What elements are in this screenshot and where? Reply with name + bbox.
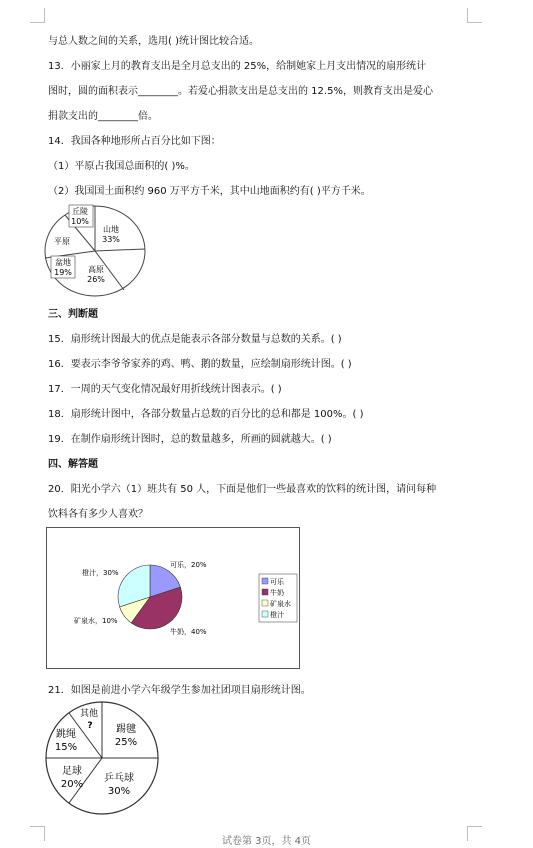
pie14-label-mountain-pct: 33% [102,235,120,244]
question-19: 19．在制作扇形统计图时，总的数量越多，所画的圆就越大。( ) [48,434,332,445]
question-16: 16．要表示李爷爷家养的鸡、鸭、鹅的数量，应绘制扇形统计图。( ) [48,359,352,370]
question-13-line-3: 捐款支出的________倍。 [48,111,158,122]
legend-orange: 橙汁 [270,611,284,619]
pie21-label-other-pct: ? [87,721,93,731]
section-3-heading: 三、判断题 [48,309,98,320]
question-17: 17．一周的天气变化情况最好用折线统计图表示。( ) [48,384,282,395]
question-14-part-2: （2）我国国土面积约 960 万平方千米，其中山地面积约有( )平方千米。 [48,186,371,197]
pie14-label-plateau-pct: 26% [87,275,105,284]
pie21-label-football-pct: 20% [60,779,84,790]
pie21-label-shuttlecock-pct: 25% [114,737,138,748]
legend-water: 矿泉水 [270,600,291,608]
question-14-part-1: （1）平原占我国总面积的( )%。 [48,161,195,172]
pie14-label-hills-pct: 10% [71,217,89,226]
crop-mark-top-left [30,8,45,23]
clubs-pie-chart [42,700,164,816]
pie14-label-basin-name: 盆地 [55,258,71,267]
pie21-label-rope-pct: 15% [54,742,78,753]
page-footer: 试卷第 3页，共 4页 [221,836,312,847]
pie14-label-plateau-name: 高原 [88,265,104,274]
crop-mark-top-right [467,8,482,23]
pie14-label-basin-pct: 19% [54,268,72,277]
question-18: 18．扇形统计图中，各部分数量占总数的百分比的总和都是 100%。( ) [48,409,364,420]
pie21-label-other-name: 其他 [79,709,99,719]
drinks-pie-chart [46,527,300,669]
pie20-label-cola: 可乐，20% [170,561,207,569]
pie14-label-mountain-name: 山地 [103,225,119,234]
pie14-label-plain-name: 平原 [54,237,70,246]
question-13-line-2: 图时，圆的面积表示________。若爱心捐款支出是总支出的 12.5%，则教育支出是爱心 [48,86,433,97]
pie21-label-shuttlecock-name: 踢毽 [116,724,136,735]
section-4-heading: 四、解答题 [48,459,98,470]
question-20-line-1: 20．阳光小学六（1）班共有 50 人，下面是他们一些最喜欢的饮料的统计图，请问每种 [48,484,437,495]
pie20-label-milk: 牛奶，40% [170,628,207,636]
pie20-label-water: 矿泉水，10% [74,617,118,625]
terrain-pie-chart [38,202,154,298]
question-21: 21．如图是前进小学六年级学生参加社团项目扇形统计图。 [48,685,311,696]
question-14: 14．我国各种地形所占百分比如下图： [48,136,221,147]
pie20-label-orange: 橙汁，30% [82,569,119,577]
question-13-line-1: 13．小丽家上月的教育支出是全月总支出的 25%，给制她家上月支出情况的扇形统计 [48,61,427,72]
legend-milk: 牛奶 [270,589,284,597]
pie21-label-football-name: 足球 [62,766,82,777]
question-20-line-2: 饮料各有多少人喜欢？ [48,509,148,520]
pie21-label-pingpong-pct: 30% [107,786,131,797]
pie14-label-hills-name: 丘陵 [72,207,88,216]
text-line-intro: 与总人数之间的关系，选用( )统计图比较合适。 [48,36,259,47]
pie21-label-rope-name: 跳绳 [56,729,76,740]
question-15: 15．扇形统计图最大的优点是能表示各部分数量与总数的关系。( ) [48,334,342,345]
legend-cola: 可乐 [270,578,284,586]
pie21-label-pingpong-name: 乒乓球 [104,773,134,784]
